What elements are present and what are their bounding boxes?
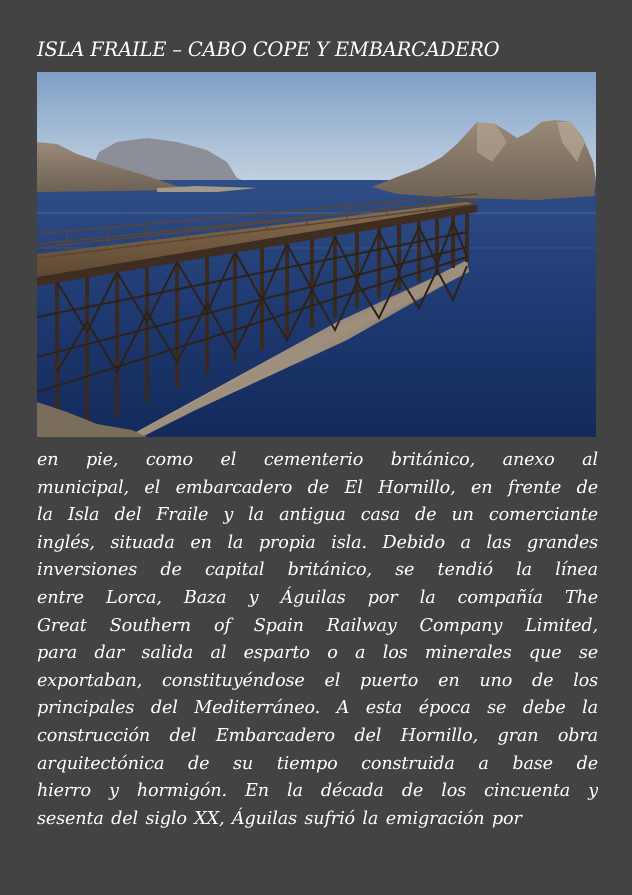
text-line: la Isla del Fraile y la antigua casa de un comerciante [37,505,598,526]
text-line: en pie, como el cementerio británico, anexo al [37,450,598,470]
body-paragraph [37,447,598,833]
text-line: construcción del Embarcadero del Hornillo, gran obra [37,725,598,746]
text-line: principales del Mediterráneo. A esta época se debe la [37,698,598,719]
text-line: municipal, el embarcadero de El Hornillo, en frente de [37,477,598,498]
text-line: exportaban, constituyéndose el puerto en uno de los [37,670,598,691]
pier-photo [37,72,596,437]
text-line: entre Lorca, Baza y Águilas por la compañía The [37,587,598,608]
text-line: arquitectónica de su tiempo construida a base de [37,753,598,774]
text-line: inversiones de capital británico, se tendió la línea [37,560,598,581]
page-title: ISLA FRAILE – CABO COPE Y EMBARCADERO [37,38,500,61]
text-line: Great Southern of Spain Railway Company Limited, [37,615,598,636]
text-line: inglés, situada en la propia isla. Debido a las grandes [37,532,598,553]
text-line: sesenta del siglo XX, Águilas sufrió la emigración por [37,808,522,829]
text-line: para dar salida al esparto o a los minerales que se [37,643,598,664]
text-line: hierro y hormigón. En la década de los cincuenta y [37,781,598,802]
